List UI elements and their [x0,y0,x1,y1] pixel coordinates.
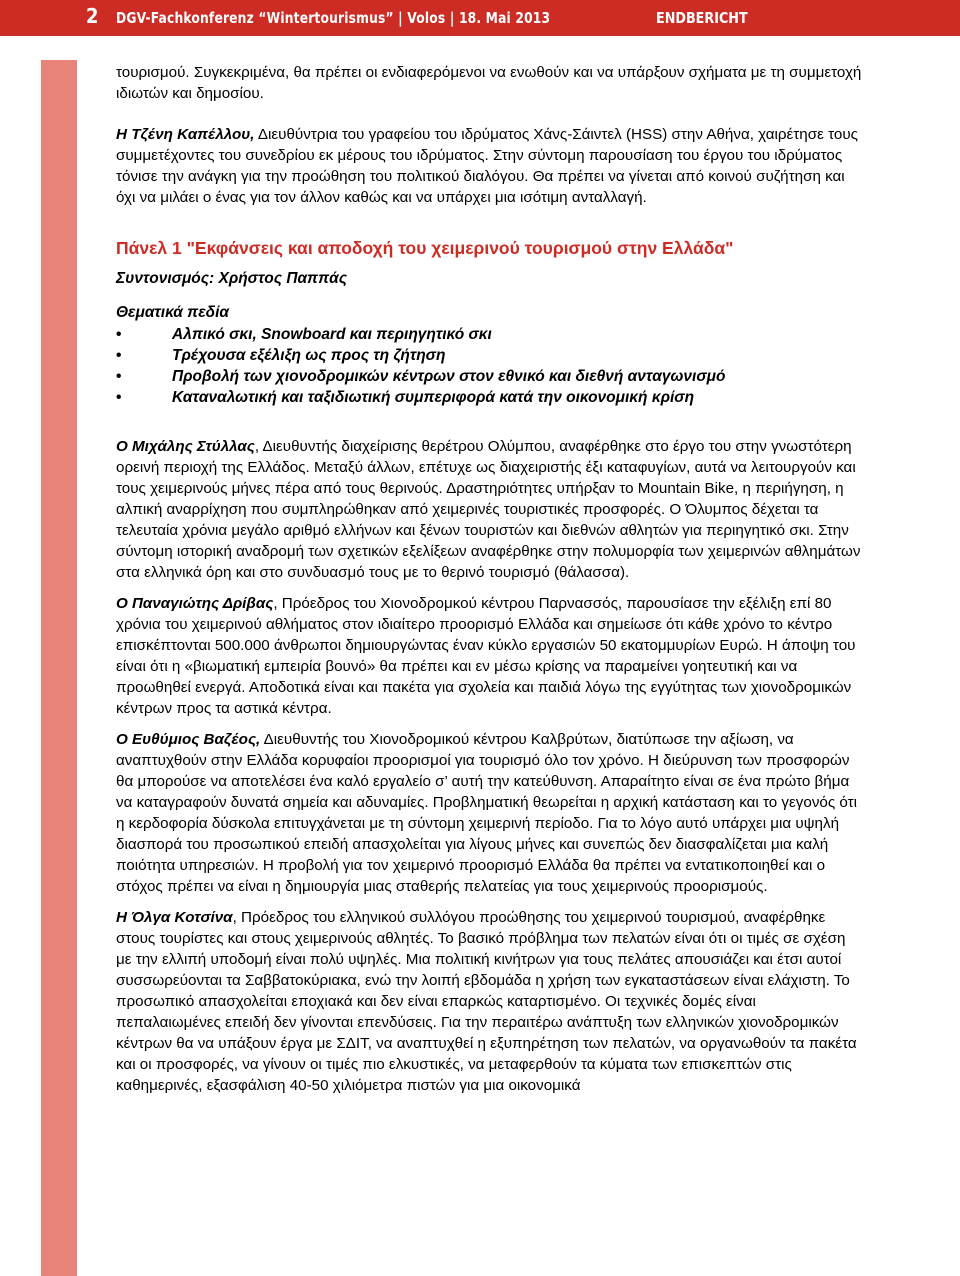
speaker-paragraph [116,907,864,1096]
hss-paragraph [116,124,864,208]
document-body [116,62,864,1096]
list-item [116,387,864,408]
speaker-name: Ο Μιχάλης Στύλλας [116,438,255,455]
speaker-name: Η Όλγα Κοτσίνα [116,909,233,926]
paragraph-text: Διευθύντρια του γραφείου του ιδρύματος Χάνς-Σάιντελ (HSS) στην Αθήνα, χαιρέτησε τους συμμετέχοντες του συνεδρίου εκ μέρους του ιδρύματος. Στην σύντομη παρουσίαση του έργου του ιδρύματος τόνισε την ανάγκη για την προώθηση του πολιτικού διαλόγου. Θα πρέπει να γίνεται από κοινού συζήτηση και όχι να μιλάει ο ένας για τον άλλον καθώς και να υπάρχει μια ισότιμη ανταλλαγή. [116,126,858,206]
speaker-name: Ο Παναγιώτης Δρίβας [116,595,274,612]
page-number: 2 [86,4,99,28]
topic-text: Αλπικό σκι, Snowboard και περιηγητικό σκι [172,326,492,343]
conference-title: DGV-Fachkonferenz “Wintertourismus” | Volos | 18. Mai 2013 [116,9,551,27]
list-item [116,324,864,345]
list-item [116,366,864,387]
topics-heading: Θεματικά πεδία [116,304,230,321]
speaker-paragraph [116,436,864,583]
bullet-icon: • [116,368,122,385]
bullet-icon: • [116,389,122,406]
header-bar [0,0,960,36]
intro-paragraph: τουρισμού. Συγκεκριμένα, θα πρέπει οι ενδιαφερόμενοι να ενωθούν και να υπάρξουν σχήματα με τη συμμετοχή ιδιωτών και δημοσίου. [116,64,862,102]
topic-text: Τρέχουσα εξέλιξη ως προς τη ζήτηση [172,347,446,364]
speaker-paragraph [116,593,864,719]
paragraph-text: , Διευθυντής διαχείρισης θερέτρου Ολύμπου, αναφέρθηκε στο έργο του στην γνωστότερη ορεινή περιοχή της Ελλάδος. Μεταξύ άλλων, επέτυχε ως διαχειριστής έξι καταφυγίων, αυτά να λειτουργούν και τους χειμερινούς μήνες πέρα από τους θερινούς. Δραστηριότητες υπήρξαν το Mountain Bike, η περιήγηση, η αλπική αναρρίχηση που συμπληρώθηκαν από χειμερινές τουριστικές προσφορές. Ο Όλυμπος δέχεται τα τελευταία χρόνια μεγάλο αριθμό ελλήνων και ξένων τουριστών και διεθνών αθλητών για περιηγητικό σκι. Στην σύντομη ιστορική αναδρομή των σχετικών εξελίξεων αναφέρθηκε στην πολυμορφία των χειμερινών αθλημάτων στα ελληνικά όρη και στο συνδυασμό τους με το θερινό τουρισμό (θάλασσα). [116,438,861,581]
moderator: Συντονισμός: Χρήστος Παππάς [116,270,347,287]
bullet-icon: • [116,326,122,343]
list-item [116,345,864,366]
paragraph-text: , Πρόεδρος του Χιονοδρομκού κέντρου Παρνασσός, παρουσίασε την εξέλιξη επί 80 χρόνια του χειμερινού αθλήματος στον ιδιαίτερο προορισμό Ελλάδα και σημείωσε ότι κάθε χρόνο το κέντρο επισκέπτονται 500.000 άνθρωποι δημιουργώντας έναν κύκλο εργασιών 50 εκατομμυρίων Ευρώ. Η άποψη του είναι ότι η «βιωματική εμπειρία βουνό» θα πρέπει και εν μέσω κρίσης να παραμείνει γοητευτική και να προωθηθεί ενεργά. Αποδοτικά είναι και πακέτα για σχολεία και παιδιά λόγω της εγγύτητας των χιονοδρομικών κέντρων προς τα αστικά κέντρα. [116,595,856,717]
panel-title: Πάνελ 1 "Εκφάνσεις και αποδοχή του χειμερινού τουρισμού στην Ελλάδα" [116,238,734,258]
speaker-paragraph [116,729,864,897]
speaker-name: Ο Ευθύμιος Βαζέος, [116,731,261,748]
speaker-name: Η Τζένη Καπέλλου, [116,126,255,143]
bullet-icon: • [116,347,122,364]
topic-text: Καταναλωτική και ταξιδιωτική συμπεριφορά κατά την οικονομική κρίση [172,389,695,406]
paragraph-text: , Πρόεδρος του ελληνικού συλλόγου προώθησης του χειμερινού τουρισμού, αναφέρθηκε στους τουρίστες και στους χειμερινούς αθλητές. Το βασικό πρόβλημα των πελατών είναι ότι οι τιμές σε σχέση με την ελλιπή υποδομή είναι πολύ υψηλές. Μια πολιτική κινήτρων για τους πελάτες απουσιάζει και έτσι αυτοί συσσωρεύονται τα Σαββατοκύριακα, ενώ την λοιπή εβδομάδα η χρήση των εγκαταστάσεων είναι ελάχιστη. Το προσωπικό απασχολείται εποχιακά και δεν είναι επαρκώς καταρτισμένο. Οι τεχνικές δομές είναι πεπαλαιωμένες επειδή δεν γίνονται επενδύσεις. Για την περαιτέρω ανάπτυξη των ελληνικών χιονοδρομικών κέντρων θα να υπάξουν έργα με ΣΔΙΤ, να αναπτυχθεί η εξυπηρέτηση των πελατών, να οργανωθούν τα πακέτα και οι προσφορές, να γίνουν οι τιμές πιο ελκυστικές, να μεταφερθούν τα κύματα των επισκεπτών στις καθημερινές, εξασφάλιση 40-50 χιλιόμετρα πιστών για μια οικονομικά [116,909,857,1094]
paragraph-text: Διευθυντής του Χιονοδρομικού κέντρου Καλβρύτων, διατύπωσε την αξίωση, να αναπτυχθούν στην Ελλάδα κορυφαίοι προορισμοί για τουρισμό όλο τον χρόνο. Η διεύρυνση των προσφορών θα μπορούσε να αποτελέσει ένα καλό εργαλείο σ’ αυτή την κατεύθυνση. Απαραίτητο είναι σε ένα πρώτο βήμα να καταγραφούν δυνατά σημεία και αδυναμίες. Προβληματική θεωρείται η αρχική κατάσταση και το γεγονός ότι η κερδοφορία δύσκολα επιτυγχάνεται με τη σύντομη χειμερινή περίοδο. Για το λόγο αυτό υπάρχει μια υψηλή διασπορά του προσωπικού επειδή απασχολείται για λίγους μήνες και συνεπώς δεν διασφαλίζεται μια καλή ποιότητα υπηρεσιών. Η προβολή για τον χειμερινό προορισμό Ελλάδα θα πρέπει να εντατικοποιηθεί και ο στόχος πρέπει να είναι η δημιουργία μιας σταθερής πελατείας για τους χειμερινούς προορισμούς. [116,731,858,895]
topic-text: Προβολή των χιονοδρομικών κέντρων στον εθνικό και διεθνή ανταγωνισμό [172,368,726,385]
topics-list [116,324,864,408]
sidebar-decoration [41,60,77,1276]
report-tag: ENDBERICHT [656,9,748,27]
